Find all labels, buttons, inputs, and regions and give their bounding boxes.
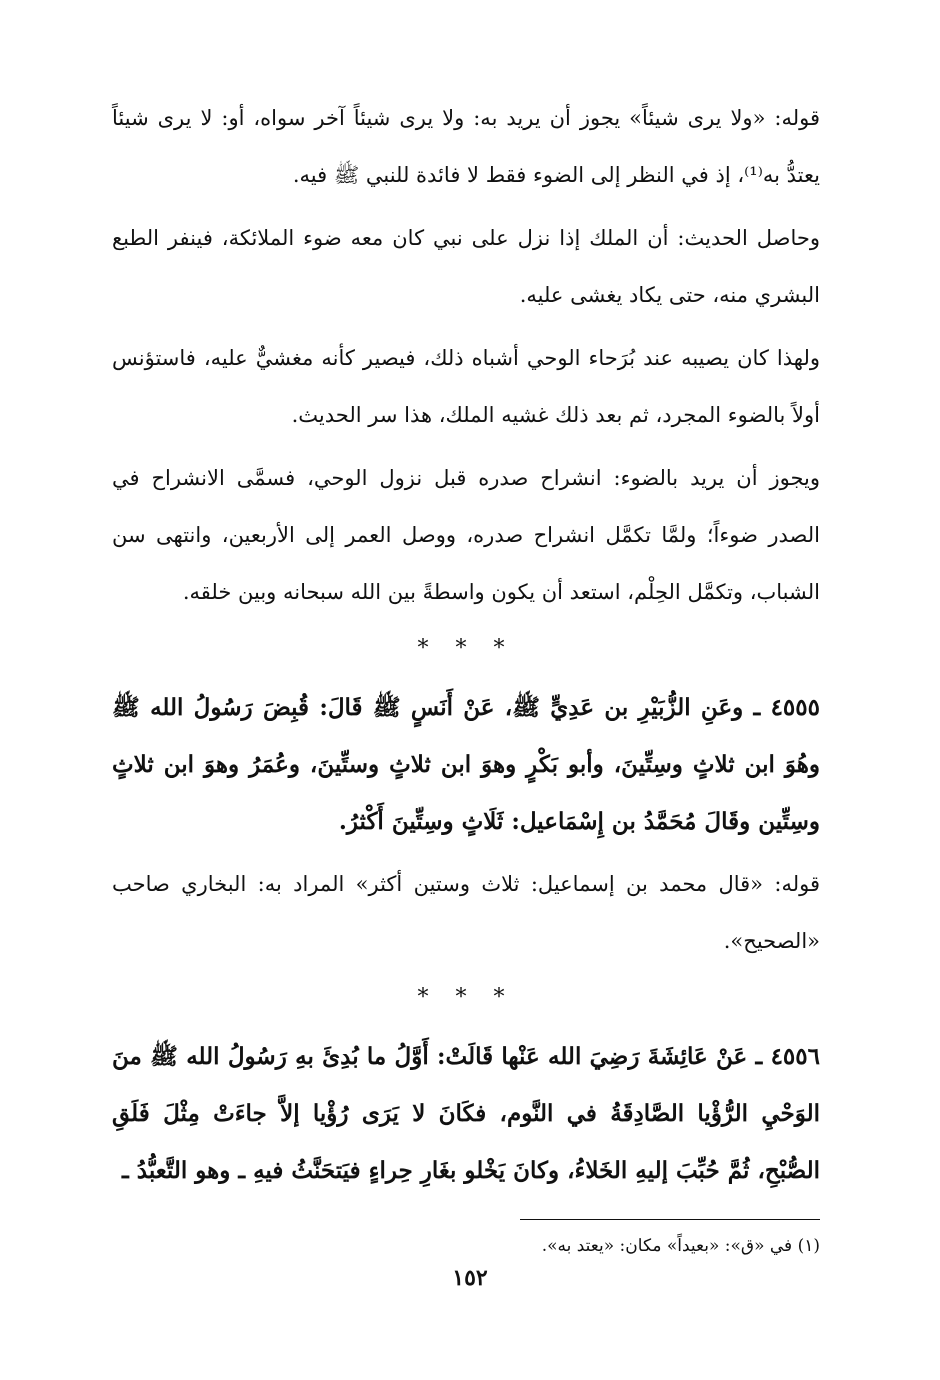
footnote: (١) في «ق»: «بعيداً» مكان: «يعتد به». — [541, 1236, 820, 1256]
commentary-paragraph: ولهذا كان يصيبه عند بُرَحاء الوحي أشباه ذلك، فيصير كأنه مغشيٌّ عليه، فاستؤنس أولاً بالضوء المجرد، ثم بعد ذلك غشيه الملك، هذا سر الحديث. — [112, 346, 820, 427]
footnote-divider — [520, 1219, 820, 1220]
section-separator: * * * — [417, 985, 515, 1010]
hadith-4556: ٤٥٥٦ ـ عَنْ عَائِشَةَ رَضِيَ الله عَنْها قَالَتْ: أَوَّلُ ما بُدِئَ بهِ رَسُولُ الله ﷺ منَ الوَحْيِ الرُّؤْيا الصَّادِقَةُ في النَّوم، فكَانَ لا يَرَى رُؤْيا إلاَّ جاءَتْ مِثْلَ فَلَقِ الصُّبْحِ، ثُمَّ حُبِّبَ إليهِ الخَلاءُ، وكانَ يَخْلو بغَارِ حِراءٍ فيَتحَنَّثُ فيهِ ـ وهو التَّعبُّدُ ـ — [112, 1043, 820, 1184]
hadith-4555: ٤٥٥٥ ـ وعَنِ الزُّبَيْرِ بن عَدِيٍّ ﷺ، عَنْ أَنَسٍ ﷺ قَالَ: قُبِضَ رَسُولُ الله ﷺ وهُوَ ابن ثلاثٍ وسِتِّينَ، وأبو بَكْرٍ وهوَ ابن ثلاثٍ وستِّينَ، وعُمَرُ وهوَ ابن ثلاثٍ وسِتِّين وقَالَ مُحَمَّدُ بن إِسْمَاعيل: ثَلَاثٍ وسِتِّينَ أَكْثرُ. — [112, 694, 821, 835]
page-number: ١٥٢ — [452, 1265, 488, 1291]
commentary-paragraph: قوله: «قال محمد بن إسماعيل: ثلاث وستين أكثر» المراد به: البخاري صاحب «الصحيح». — [112, 872, 820, 953]
page-content — [112, 90, 820, 1260]
section-separator: * * * — [417, 636, 515, 661]
commentary-paragraph: وحاصل الحديث: أن الملك إذا نزل على نبي كان معه ضوء الملائكة، فينفر الطبع البشري منه، حتى يكاد يغشى عليه. — [112, 226, 820, 307]
commentary-paragraph: ويجوز أن يريد بالضوء: انشراح صدره قبل نزول الوحي، فسمَّى الانشراح في الصدر ضوءاً؛ ولمَّا تكمَّل انشراح صدره، ووصل العمر إلى الأربعين، وانتهى سن الشباب، وتكمَّل الحِلْم، استعد أن يكون واسطةً بين الله سبحانه وبين خلقه. — [112, 466, 820, 604]
commentary-paragraph: قوله: «ولا يرى شيئاً» يجوز أن يريد به: ولا يرى شيئاً آخر سواه، أو: لا يرى شيئاً يعتدُّ به⁽¹⁾، إذ في النظر إلى الضوء فقط لا فائدة للنبي ﷺ فيه. — [112, 106, 820, 187]
